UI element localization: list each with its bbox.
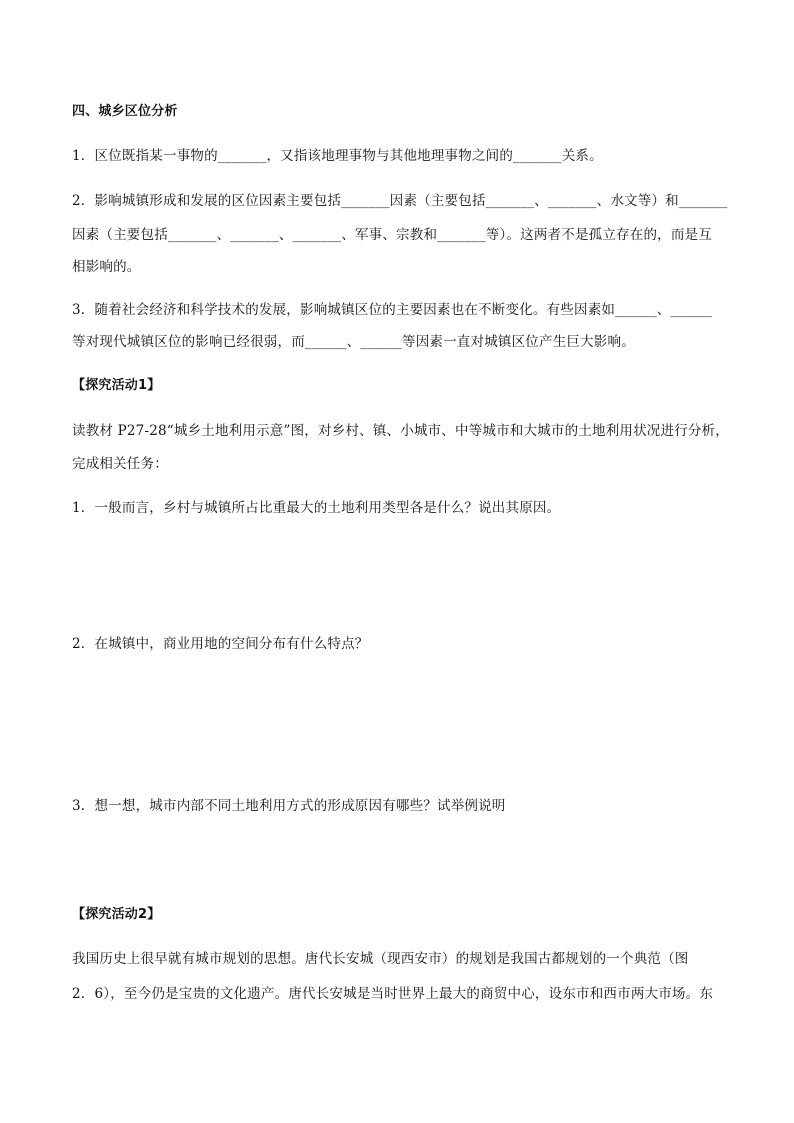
question-3-line-1: 3．随着社会经济和科学技术的发展，影响城镇区位的主要因素也在不断变化。有些因素如______、______ <box>72 302 713 318</box>
activity-1-title: 【探究活动1】 <box>72 378 161 393</box>
section-title: 四、城乡区位分析 <box>72 104 178 119</box>
question-2-line-1: 2．影响城镇形成和发展的区位因素主要包括_______因素（主要包括_______、_______、水文等）和_______ <box>72 193 728 209</box>
activity-2-line-1: 我国历史上很早就有城市规划的思想。唐代长安城（现西安市）的规划是我国古都规划的一个典范（图 <box>72 951 689 967</box>
question-2-line-2: 因素（主要包括_______、_______、_______、军事、宗教和_______等）。这两者不是孤立存在的，而是互 <box>72 227 712 243</box>
activity-2-line-2: 2．6），至今仍是宝贵的文化遗产。唐代长安城是当时世界上最大的商贸中心，设东市和西市两大市场。东 <box>72 986 714 1002</box>
activity-2-title: 【探究活动2】 <box>72 907 161 922</box>
activity-1-task-1: 1．一般而言，乡村与城镇所占比重最大的土地利用类型各是什么？说出其原因。 <box>72 500 561 516</box>
question-2-line-3: 相影响的。 <box>72 259 141 275</box>
activity-1-task-3: 3．想一想，城市内部不同土地利用方式的形成原因有哪些？试举例说明 <box>72 798 506 814</box>
activity-1-intro-line-2: 完成相关任务： <box>72 456 168 472</box>
question-3-line-2: 等对现代城镇区位的影响已经很弱，而______、______等因素一直对城镇区位产生巨大影响。 <box>72 334 635 350</box>
question-1: 1．区位既指某一事物的_______，又指该地理事物与其他地理事物之间的_______关系。 <box>72 148 603 164</box>
activity-1-intro-line-1: 读教材 P27-28“城乡土地利用示意”图，对乡村、镇、小城市、中等城市和大城市的土地利用状况进行分析， <box>72 423 729 439</box>
activity-1-task-2: 2．在城镇中，商业用地的空间分布有什么特点？ <box>72 636 369 652</box>
